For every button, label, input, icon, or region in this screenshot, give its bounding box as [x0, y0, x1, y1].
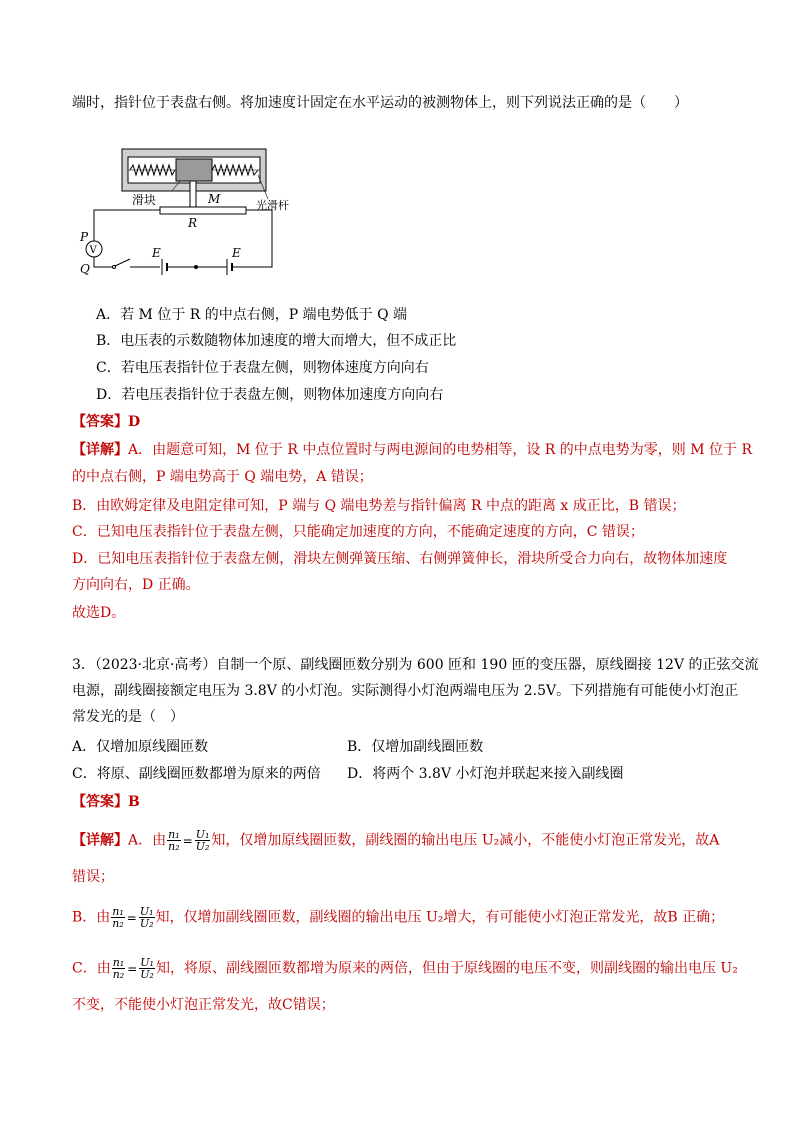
- q2-conclusion: 故选D。: [72, 605, 126, 621]
- label-Q: Q: [80, 262, 90, 276]
- q3-detail-a: 【详解】A．由 $\frac{\text{n₁}}{\text{n₂}}$ = $\frac{\text{U₁}}{\text{U₂}}$ 知，仅增加原线圈匝数，副线圈的输出电压 U₂减小，不能使小灯泡正常发光，故A: [72, 828, 720, 853]
- q2-detail-line-3: B．由欧姆定律及电阻定律可知，P 端与 Q 端电势差与指针偏离 R 中点的距离 x 成正比，B 错误；: [72, 498, 686, 514]
- q2-detail-line-1: 【详解】A．由题意可知，M 位于 R 中点位置时与两电源间的电势相等，设 R 的中点电势为零，则 M 位于 R: [72, 442, 753, 458]
- q2-option-b: B．电压表的示数随物体加速度的增大而增大，但不成正比: [96, 333, 457, 349]
- ratio-u-fraction: $\frac{\text{U₁}}{\text{U₂}}$: [139, 905, 154, 930]
- detail-tag: 【详解】: [72, 832, 128, 849]
- svg-text:V: V: [89, 245, 97, 256]
- label-E2: E: [232, 246, 241, 260]
- q2-detail-line-4: C．已知电压表指针位于表盘左侧，只能确定加速度的方向，不能确定速度的方向，C 错误；: [72, 524, 644, 540]
- q2-option-d: D．若电压表指针位于表盘左侧，则物体加速度方向向右: [96, 387, 444, 403]
- label-R: R: [188, 216, 198, 230]
- q3-detail-c: C．由 $\frac{\text{n₁}}{\text{n₂}}$ = $\frac{\text{U₁}}{\text{U₂}}$ 知，将原、副线圈匝数都增为原来的两倍，但由于原线圈的电压不变，则副线圈的输出电压 U₂: [72, 956, 738, 981]
- label-slider: 滑块: [132, 193, 157, 207]
- slider-block: [176, 159, 212, 181]
- q2-detail-line-2: 的中点右侧，P 端电势高于 Q 端电势，A 错误；: [72, 469, 373, 485]
- accelerometer-circuit-figure: [72, 143, 292, 283]
- ratio-u-fraction: $\frac{\text{U₁}}{\text{U₂}}$: [195, 828, 210, 853]
- label-E1: E: [152, 246, 161, 260]
- q3-option-a: A．仅增加原线圈匝数: [72, 739, 209, 755]
- q3-detail-a-line-2: 错误；: [72, 869, 114, 885]
- q3-option-c: C．将原、副线圈匝数都增为原来的两倍: [72, 766, 321, 782]
- ratio-n-fraction: $\frac{\text{n₁}}{\text{n₂}}$: [112, 905, 124, 930]
- q3-stem-line-1: 3．（2023·北京·高考）自制一个原、副线圈匝数分别为 600 匝和 190 匝的变压器，原线圈接 12V 的正弦交流: [72, 657, 759, 673]
- label-M: M: [208, 192, 221, 206]
- q3-option-b: B．仅增加副线圈匝数: [347, 739, 484, 755]
- ratio-u-fraction: $\frac{\text{U₁}}{\text{U₂}}$: [140, 956, 154, 981]
- resistor-R: [160, 207, 246, 214]
- q3-answer: 【答案】B: [72, 794, 140, 810]
- q3-stem-line-3: 常发光的是（ ）: [72, 709, 184, 725]
- detail-tag: 【详解】: [72, 442, 128, 458]
- ratio-n-fraction: $\frac{\text{n₁}}{\text{n₂}}$: [112, 956, 125, 981]
- ratio-n-fraction: $\frac{\text{n₁}}{\text{n₂}}$: [168, 828, 180, 853]
- q2-answer: 【答案】D: [72, 414, 141, 430]
- q2-stem-tail: 端时，指针位于表盘右侧。将加速度计固定在水平运动的被测物体上，则下列说法正确的是（ ）: [72, 95, 688, 111]
- label-P: P: [80, 230, 89, 244]
- q3-stem-line-2: 电源，副线圈接额定电压为 3.8V 的小灯泡。实际测得小灯泡两端电压为 2.5V。下列措施有可能使小灯泡正: [72, 683, 739, 699]
- q3-detail-b: B．由 $\frac{\text{n₁}}{\text{n₂}}$ = $\frac{\text{U₁}}{\text{U₂}}$ 知，仅增加副线圈匝数，副线圈的输出电压 U₂增大，有可能使小灯泡正常发光，故B 正确；: [72, 905, 725, 930]
- q2-option-c: C．若电压表指针位于表盘左侧，则物体速度方向向右: [96, 360, 429, 376]
- q2-detail-line-6: 方向向右，D 正确。: [72, 577, 200, 593]
- label-smooth-rod: 光滑杆: [256, 199, 289, 212]
- q3-option-d: D．将两个 3.8V 小灯泡并联起来接入副线圈: [347, 766, 624, 782]
- q2-detail-line-5: D．已知电压表指针位于表盘左侧，滑块左侧弹簧压缩、右侧弹簧伸长，滑块所受合力向右，故物体加速度: [72, 551, 728, 567]
- q3-detail-c-line-2: 不变，不能使小灯泡正常发光，故C错误；: [72, 997, 335, 1013]
- q2-option-a: A．若 M 位于 R 的中点右侧，P 端电势低于 Q 端: [96, 307, 408, 323]
